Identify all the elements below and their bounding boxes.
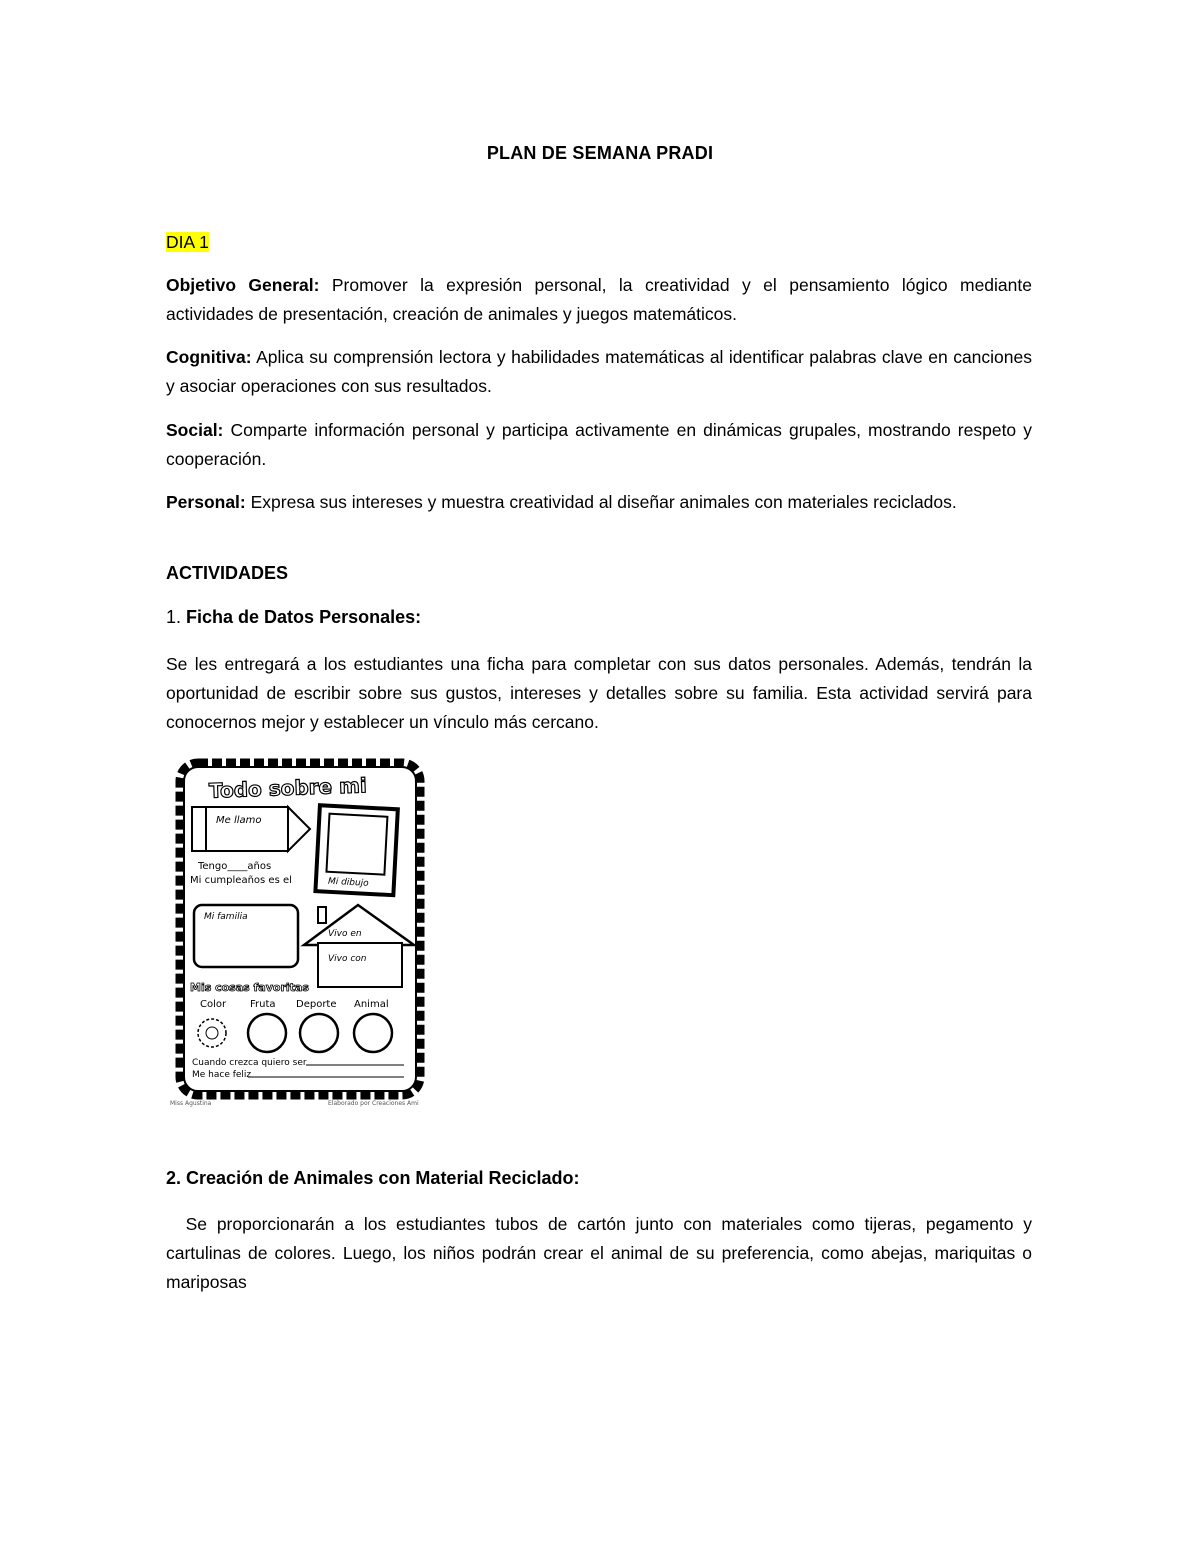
- activity1-title: Ficha de Datos Personales:: [186, 607, 422, 627]
- vivo-con-label: Vivo con: [328, 954, 367, 964]
- cuando-crezca-label: Cuando crezca quiero ser: [192, 1058, 307, 1068]
- splash-icon: [198, 1019, 226, 1047]
- me-llamo-label: Me llamo: [216, 815, 262, 826]
- fav-color-label: Color: [200, 999, 227, 1010]
- worksheet-image: [168, 755, 430, 1108]
- mi-familia-label: Mi familia: [204, 912, 248, 922]
- day-label: [166, 230, 209, 254]
- activities-heading: ACTIVIDADES: [166, 563, 289, 583]
- activity1-heading: [166, 607, 421, 628]
- objective-cognitiva-label: Cognitiva:: [166, 347, 252, 367]
- activity2-heading: [166, 1168, 580, 1189]
- objective-social: [166, 416, 1032, 474]
- objective-cognitiva: [166, 343, 1032, 401]
- page-title: PLAN DE SEMANA PRADI: [486, 143, 714, 163]
- objective-personal-text: Expresa sus intereses y muestra creatividad al diseñar animales con materiales reciclados.: [245, 492, 957, 512]
- objective-general-text: Promover la expresión personal, la creatividad y el pensamiento lógico mediante actividades de presentación, creación de animales y juegos matemáticos.: [166, 275, 1032, 324]
- objective-general: [166, 271, 1032, 329]
- mi-dibujo-label: Mi dibujo: [327, 876, 369, 889]
- me-hace-feliz-label: Me hace feliz: [192, 1070, 252, 1080]
- fruta-circle: [248, 1014, 286, 1052]
- objective-personal-label: Personal:: [166, 492, 246, 512]
- favoritas-label: Mis cosas favoritas: [190, 981, 309, 994]
- objective-general-label: Objetivo General:: [166, 275, 320, 295]
- fav-animal-label: Animal: [354, 999, 389, 1010]
- animal-circle: [354, 1014, 392, 1052]
- activity1-text: Se les entregará a los estudiantes una ficha para completar con sus datos personales. Además, tendrán la oportunidad de escribir sobre sus gustos, intereses y detalles sobre su familia. Esta actividad servirá para conocernos mejor y establecer un vínculo más cercano.: [166, 654, 1032, 732]
- worksheet-title: Todo sobre mi: [208, 773, 368, 803]
- objective-social-text: Comparte información personal y participa activamente en dinámicas grupales, mostrando respeto y cooperación.: [166, 420, 1032, 469]
- tengo-label: Tengo____años: [198, 861, 272, 872]
- pencil-icon: [192, 807, 310, 851]
- vivo-en-label: Vivo en: [328, 929, 362, 939]
- objective-personal: [166, 488, 1032, 517]
- credit-right: Elaborado por Creaciones Ami: [328, 1100, 419, 1107]
- objective-social-label: Social:: [166, 420, 224, 440]
- fav-fruta-label: Fruta: [250, 999, 276, 1010]
- activity1-number: 1.: [166, 607, 182, 627]
- activity2-title: Creación de Animales con Material Reciclado:: [186, 1168, 580, 1188]
- fav-deporte-label: Deporte: [296, 999, 337, 1010]
- cumple-label: Mi cumpleaños es el: [190, 875, 292, 886]
- activity2-text: Se proporcionarán a los estudiantes tubos de cartón junto con materiales como tijeras, pegamento y cartulinas de colores. Luego, los niños podrán crear el animal de su preferencia, como abejas, mariquitas o mariposas: [166, 1214, 1037, 1292]
- objective-cognitiva-text: Aplica su comprensión lectora y habilidades matemáticas al identificar palabras clave en canciones y asociar operaciones con sus resultados.: [166, 347, 1032, 396]
- deporte-circle: [300, 1014, 338, 1052]
- credit-left: Miss Agustina: [170, 1100, 212, 1107]
- activity2-number: 2.: [166, 1168, 182, 1188]
- day-highlight: DIA 1: [166, 232, 209, 252]
- picture-frame: [315, 805, 397, 895]
